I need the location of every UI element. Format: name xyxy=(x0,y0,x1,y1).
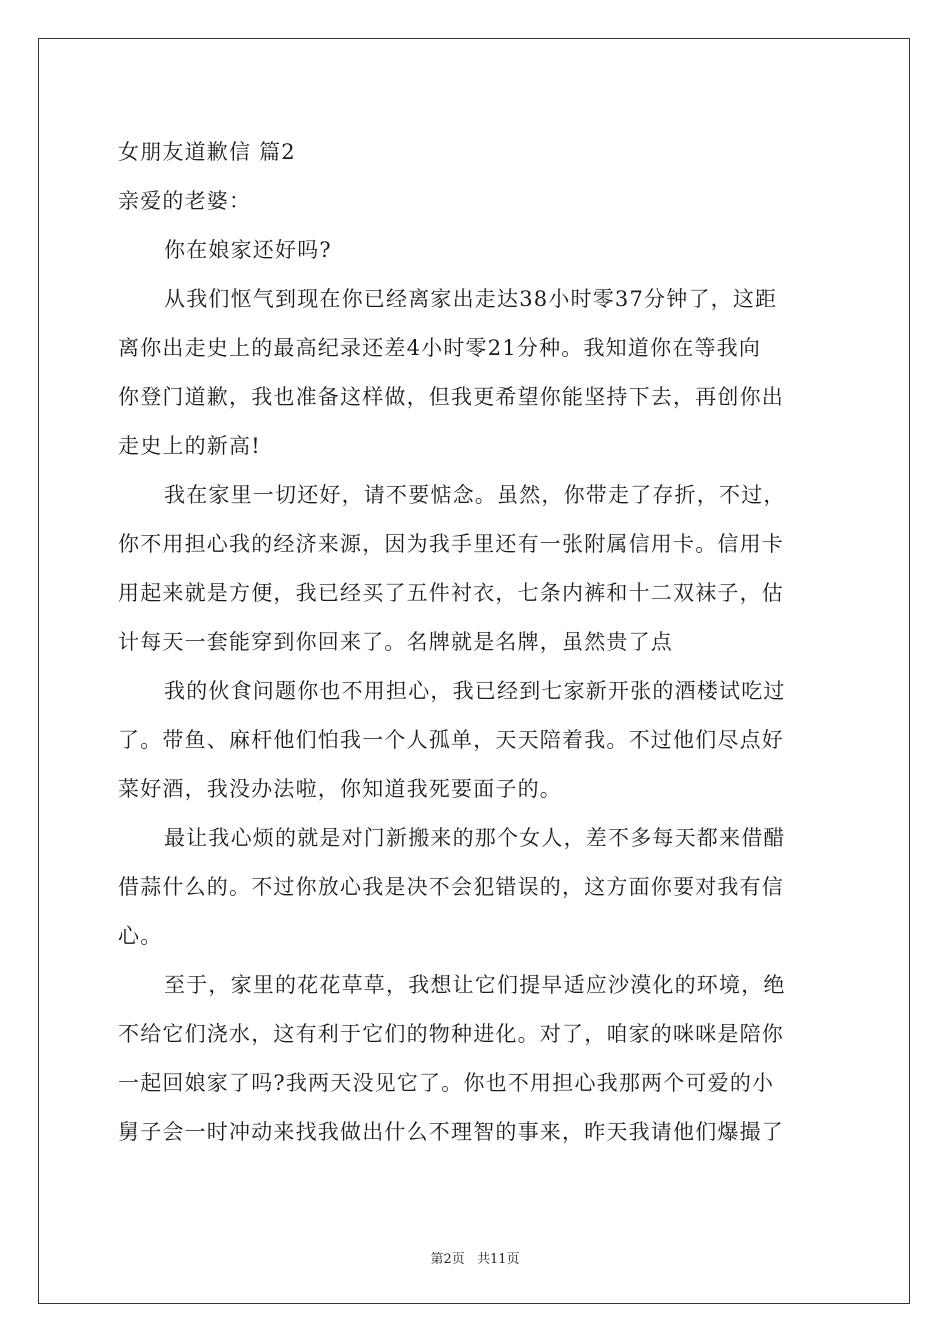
paragraph-1 xyxy=(118,226,834,275)
paragraph-6 xyxy=(118,961,834,1157)
paragraph-line: 菜好酒，我没办法啦，你知道我死要面子的。 xyxy=(118,777,562,801)
paragraph-2 xyxy=(118,275,834,471)
paragraph-line: 至于，家里的花花草草，我想让它们提早适应沙漠化的环境，绝 xyxy=(164,973,786,997)
paragraph-line: 你在娘家还好吗? xyxy=(164,238,332,262)
paragraph-line: 你登门道歉，我也准备这样做，但我更希望你能坚持下去，再创你出 xyxy=(118,385,784,409)
paragraph-5 xyxy=(118,814,834,961)
paragraph-line: 不给它们浇水，这有利于它们的物种进化。对了，咱家的咪咪是陪你 xyxy=(118,1022,784,1046)
paragraph-line: 从我们怄气到现在你已经离家出走达38小时零37分钟了，这距 xyxy=(164,287,778,311)
paragraph-line: 一起回娘家了吗?我两天没见它了。你也不用担心我那两个可爱的小 xyxy=(118,1071,775,1095)
paragraph-line: 用起来就是方便，我已经买了五件衬衣，七条内裤和十二双袜子，估 xyxy=(118,581,784,605)
document-title: 女朋友道歉信 篇2 xyxy=(118,140,296,164)
paragraph-line: 你不用担心我的经济来源，因为我手里还有一张附属信用卡。信用卡 xyxy=(118,532,784,556)
paragraph-line: 了。带鱼、麻杆他们怕我一个人孤单，天天陪着我。不过他们尽点好 xyxy=(118,728,784,752)
page-footer xyxy=(0,1248,950,1267)
paragraph-line: 我在家里一切还好，请不要惦念。虽然，你带走了存折，不过， xyxy=(164,483,786,507)
paragraph-line: 借蒜什么的。不过你放心我是决不会犯错误的，这方面你要对我有信 xyxy=(118,875,784,899)
paragraph-4 xyxy=(118,667,834,814)
paragraph-line: 计每天一套能穿到你回来了。名牌就是名牌，虽然贵了点 xyxy=(118,630,673,654)
salutation: 亲爱的老婆： xyxy=(118,189,252,213)
paragraph-3 xyxy=(118,471,834,667)
paragraph-line: 离你出走史上的最高纪录还差4小时零21分种。我知道你在等我向 xyxy=(118,336,762,360)
page-number: 第2页 xyxy=(430,1252,465,1267)
paragraph-line: 心。 xyxy=(118,924,163,948)
paragraph-line: 我的伙食问题你也不用担心，我已经到七家新开张的酒楼试吃过 xyxy=(164,679,786,703)
page-total: 共11页 xyxy=(476,1252,520,1267)
paragraph-line: 走史上的新高! xyxy=(118,434,261,458)
paragraph-line: 舅子会一时冲动来找我做出什么不理智的事来，昨天我请他们爆撮了 xyxy=(118,1120,784,1144)
paragraph-line: 最让我心烦的就是对门新搬来的那个女人，差不多每天都来借醋 xyxy=(164,826,786,850)
document-body xyxy=(118,128,834,1157)
